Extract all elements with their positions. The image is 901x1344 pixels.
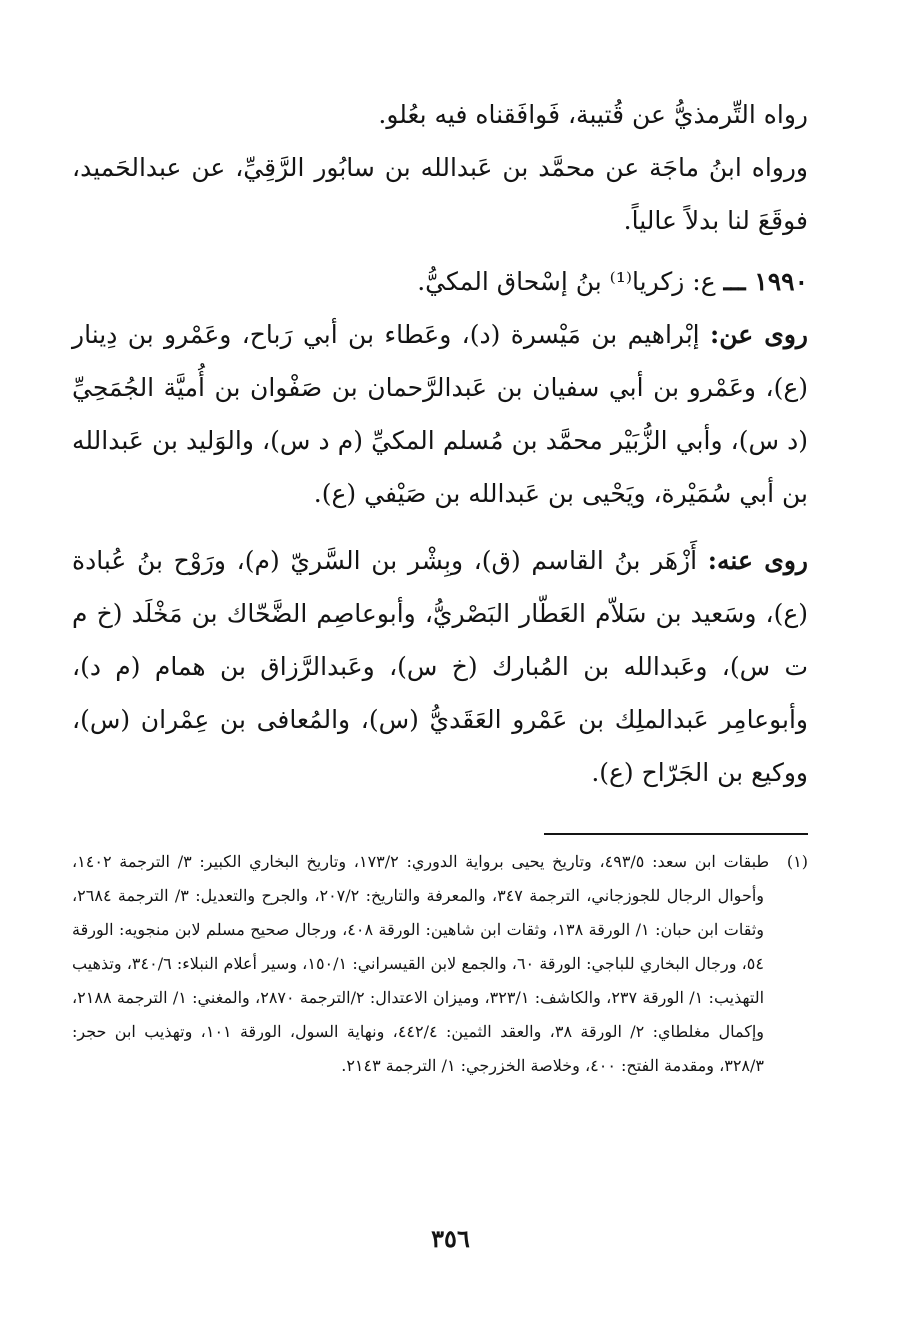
narrated-by-label: روى عنه: [707, 546, 808, 575]
narrated-by-text: أَزْهَر بنُ القاسم (ق)، وبِشْر بن السَّريّ (م)، ورَوْح بنُ عُبادة (ع)، وسَعيد بن سَلاّم العَطّار البَصْريُّ، وأبوعاصِم الضَّحّاك بن مَخْلَد (خ م ت س)، وعَبدالله بن المُبارك (خ س)، وعَبدالرَّزاق بن همام (م د)، وأبوعامِر عَبدالملِك بن عَمْرو العَقَديُّ (س)، والمُعافى بن عِمْران (س)، ووكيع بن الجَرّاح (ع). [72, 546, 808, 787]
page-number: ٣٥٦ [431, 1224, 470, 1253]
narrated-from [72, 308, 808, 520]
entry-heading [72, 255, 808, 308]
main-text [72, 88, 808, 799]
entry-name: ع: زكريا⁽¹⁾ بنُ إسْحاق المكيُّ. [417, 267, 716, 296]
narrated-by [72, 534, 808, 799]
entry-number: ١٩٩٠ ـــ [723, 267, 808, 296]
page-content [72, 88, 809, 1075]
paragraph-ibn-majah: ورواه ابنُ ماجَة عن محمَّد بن عَبدالله بن سابُور الرَّقِيِّ، عن عبدالحَميد، فوقَعَ لنا بدلاً عالياً. [72, 153, 808, 235]
footnotes [72, 845, 808, 1083]
narrated-from-text: إبْراهيم بن مَيْسرة (د)، وعَطاء بن أبي رَباح، وعَمْرو بن دِينار (ع)، وعَمْرو بن أبي سفيان بن عَبدالرَّحمان بن صَفْوان بن أُميَّة الجُمَحِيِّ (د س)، وأبي الزُّبَيْر محمَّد بن مُسلم المكيِّ (م د س)، والوَليد بن عَبدالله بن أبي سُمَيْرة، ويَحْيى بن عَبدالله بن صَيْفي (ع). [72, 320, 809, 508]
footnote-1 [72, 845, 808, 1083]
footnote-number: (١) [786, 852, 808, 871]
footnote-divider [544, 833, 808, 835]
footnote-text: طبقات ابن سعد: ٤٩٣/٥، وتاريخ يحيى برواية الدوري: ١٧٣/٢، وتاريخ البخاري الكبير: ٣/ الترجمة ١٤٠٢، وأحوال الرجال للجوزجاني، الترجمة ٣٤٧، والمعرفة والتاريخ: ٢٠٧/٢، والجرح والتعديل: ٣/ الترجمة ٢٦٨٤، وثقات ابن حبان: ١/ الورقة ١٣٨، وثقات ابن شاهين: الورقة ٤٠٨، ورجال صحيح مسلم لابن منجويه: الورقة ٥٤، ورجال البخاري للباجي: الورقة ٦٠، والجمع لابن القيسراني: ١٥٠/١، وسير أعلام النبلاء: ٣٤٠/٦، وتذهيب التهذيب: ١/ الورقة ٢٣٧، والكاشف: ٣٢٣/١، وميزان الاعتدال: ٢/الترجمة ٢٨٧٠، والمغني: ١/ الترجمة ٢١٨٨، وإكمال مغلطاي: ٢/ الورقة ٣٨، والعقد الثمين: ٤٤٢/٤، ونهاية السول، الورقة ١٠١، وتهذيب ابن حجر: ٣٢٨/٣، ومقدمة الفتح: ٤٠٠، وخلاصة الخزرجي: ١/ الترجمة ٢١٤٣. [72, 852, 770, 1075]
paragraph-tirmidhi: رواه التِّرمذيُّ عن قُتيبة، فَوافَقناه فيه بعُلو. [378, 100, 808, 129]
narrated-from-label: روى عن: [709, 320, 808, 349]
